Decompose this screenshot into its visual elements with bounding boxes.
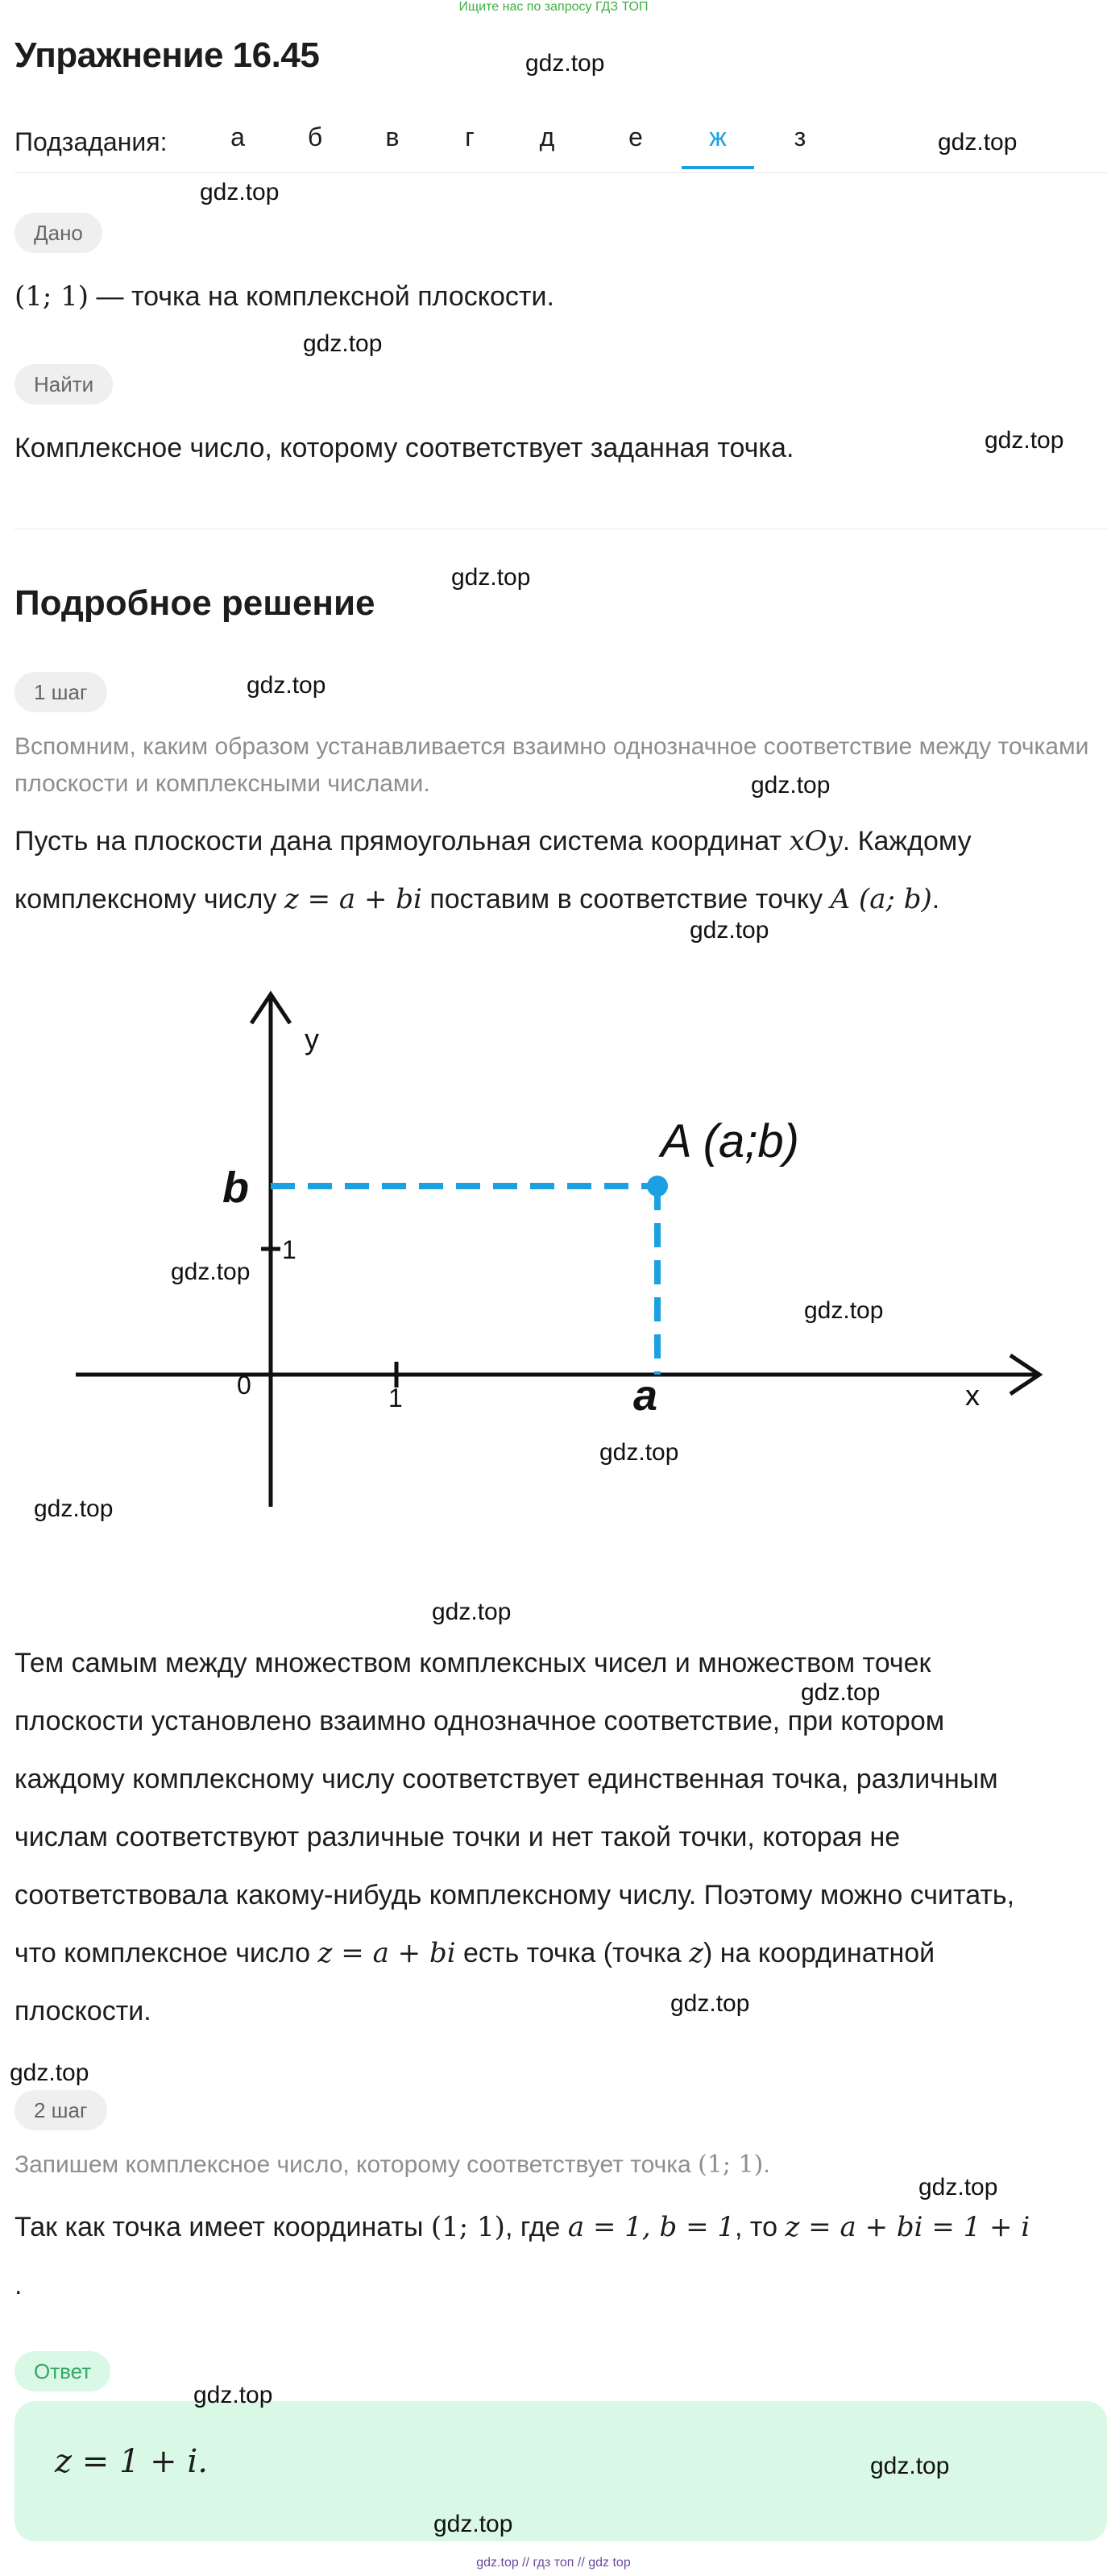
watermark[interactable]: gdz.top (200, 179, 280, 205)
complex-plane-diagram (64, 975, 1063, 1523)
active-tab-indicator (682, 166, 754, 169)
math-point-a: A (a; b) (830, 883, 932, 915)
math-z: z (689, 1937, 703, 1969)
text-run: комплексному числу (15, 884, 284, 915)
tab-d[interactable]: д (539, 122, 555, 151)
given-description: — точка на комплексной плоскости. (89, 281, 554, 312)
answer-chip: Ответ (15, 2351, 110, 2391)
tab-zh-active[interactable]: ж (709, 122, 727, 151)
step1-p2-l3: каждому комплексному числу соответствует единственная точка, различным (15, 1764, 998, 1794)
math-ab: a = 1, b = 1 (567, 2211, 736, 2243)
watermark[interactable]: gdz.top (599, 1439, 679, 1466)
text-run: . (763, 2151, 770, 2178)
find-chip: Найти (15, 364, 113, 404)
watermark[interactable]: gdz.top (918, 2174, 998, 2201)
text-run: ) на координатной (703, 1938, 935, 1968)
find-text: Комплексное число, которому соответствует заданная точка. (15, 433, 794, 463)
footer-links[interactable]: gdz.top // гдз топ // gdz top (476, 2556, 631, 2570)
math-point: (1; 1) (698, 2151, 764, 2179)
text-run: Так как точка имеет координаты (15, 2212, 431, 2242)
watermark[interactable]: gdz.top (433, 2511, 513, 2537)
watermark[interactable]: gdz.top (303, 330, 383, 357)
watermark[interactable]: gdz.top (34, 1495, 114, 1522)
y-tick-label: 1 (282, 1235, 296, 1264)
math-point: (1; 1) (430, 2211, 505, 2243)
math-z-formula: z = a + bi (284, 883, 422, 915)
step1-p2-l1: Тем самым между множеством комплексных чисел и множеством точек (15, 1648, 931, 1678)
text-run: есть точка (точка (455, 1938, 690, 1968)
tab-a[interactable]: а (230, 122, 245, 151)
watermark[interactable]: gdz.top (10, 2060, 89, 2086)
subtasks-label: Подзадания: (15, 127, 168, 156)
math-result: z = a + bi = 1 + i (785, 2211, 1030, 2243)
text-run: . (931, 884, 940, 915)
watermark[interactable]: gdz.top (870, 2453, 950, 2479)
step2-line2: . (15, 2270, 23, 2300)
step1-p2-l6 (15, 1924, 1107, 1982)
step1-p2-l7: плоскости. (15, 1996, 151, 2026)
text-run: , то (735, 2212, 786, 2242)
given-point: (1; 1) (15, 280, 89, 313)
step2-chip: 2 шаг (15, 2090, 107, 2130)
origin-label: 0 (237, 1371, 251, 1400)
page-title: Упражнение 16.45 (15, 35, 320, 75)
watermark[interactable]: gdz.top (525, 50, 605, 77)
tab-e[interactable]: е (628, 122, 643, 151)
step2-line1 (15, 2198, 1107, 2256)
given-text (15, 268, 1107, 326)
watermark[interactable]: gdz.top (670, 1990, 750, 2017)
math-z-formula: z = a + bi (317, 1937, 456, 1969)
top-banner[interactable]: Ищите нас по запросу ГДЗ ТОП (458, 0, 649, 14)
text-run: . Каждому (842, 826, 972, 857)
text-run: Пусть на плоскости дана прямоугольная система координат (15, 826, 790, 857)
step1-chip: 1 шаг (15, 672, 107, 712)
step1-hint: Вспомним, каким образом устанавливается взаимно однозначное соответствие между точками плоскости и комплексными числами. (15, 733, 1089, 797)
watermark[interactable]: gdz.top (432, 1599, 512, 1625)
text-run: Запишем комплексное число, которому соответствует точка (15, 2151, 699, 2178)
tabs-divider (15, 172, 1107, 173)
watermark[interactable]: gdz.top (938, 129, 1018, 156)
watermark[interactable]: gdz.top (804, 1297, 884, 1324)
watermark[interactable]: gdz.top (801, 1679, 881, 1706)
step1-paragraph1-line2 (15, 870, 1107, 928)
solution-heading: Подробное решение (15, 583, 375, 623)
watermark[interactable]: gdz.top (247, 672, 326, 699)
text-run: что комплексное число (15, 1938, 318, 1968)
b-coord-label: b (222, 1164, 249, 1212)
step1-p2-l4: числам соответствуют различные точки и нет такой точки, которая не (15, 1822, 901, 1852)
x-tick-label: 1 (388, 1383, 403, 1412)
tab-b[interactable]: б (307, 122, 323, 151)
watermark[interactable]: gdz.top (171, 1259, 251, 1285)
given-chip: Дано (15, 213, 102, 253)
step1-paragraph1-line1 (15, 812, 1107, 870)
step1-p2-l2: плоскости установлено взаимно однозначное соответствие, при котором (15, 1706, 945, 1736)
a-coord-label: a (633, 1371, 658, 1420)
answer-formula: z = 1 + i. (55, 2443, 208, 2480)
tab-z[interactable]: з (794, 122, 806, 151)
watermark[interactable]: gdz.top (751, 772, 831, 799)
text-run: поставим в соответствие точку (421, 884, 831, 915)
x-axis-label: x (965, 1379, 980, 1412)
watermark[interactable]: gdz.top (193, 2382, 273, 2408)
math-xoy: xOy (789, 825, 843, 857)
watermark[interactable]: gdz.top (451, 564, 531, 591)
text-run: , где (504, 2212, 568, 2242)
watermark[interactable]: gdz.top (690, 917, 769, 944)
tab-g[interactable]: г (465, 122, 475, 151)
step1-p2-l5: соответствовала какому-нибудь комплексному числу. Поэтому можно считать, (15, 1880, 1015, 1910)
point-a-label: A (a;b) (661, 1115, 799, 1168)
tab-v[interactable]: в (385, 122, 400, 151)
y-axis-label: y (305, 1023, 319, 1056)
step2-hint (15, 2147, 770, 2184)
point-a-marker (647, 1176, 668, 1197)
watermark[interactable]: gdz.top (985, 427, 1064, 454)
